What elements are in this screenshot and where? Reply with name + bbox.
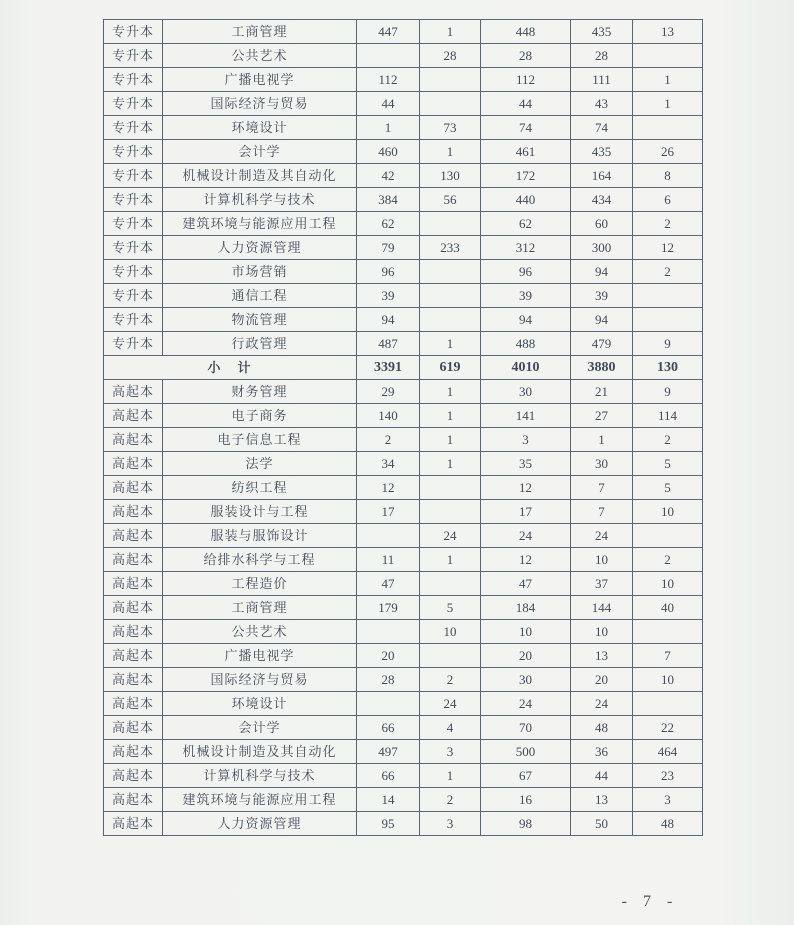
value-cell: 95 [357,812,420,836]
value-cell: 34 [357,452,420,476]
value-cell: 10 [420,620,481,644]
level-cell: 高起本 [104,692,163,716]
major-cell: 财务管理 [163,380,357,404]
value-cell: 30 [481,668,571,692]
value-cell: 13 [571,644,633,668]
value-cell: 1 [420,380,481,404]
value-cell: 73 [420,116,481,140]
table-row [104,428,703,452]
value-cell [633,308,703,332]
value-cell: 10 [633,668,703,692]
value-cell: 94 [571,260,633,284]
value-cell: 2 [633,428,703,452]
value-cell: 36 [571,740,633,764]
level-cell: 高起本 [104,788,163,812]
value-cell [420,284,481,308]
major-cell: 法学 [163,452,357,476]
value-cell: 3 [420,740,481,764]
value-cell [420,500,481,524]
value-cell: 79 [357,236,420,260]
value-cell: 70 [481,716,571,740]
table-row [104,788,703,812]
value-cell: 62 [357,212,420,236]
value-cell [357,620,420,644]
value-cell: 448 [481,20,571,44]
major-cell: 广播电视学 [163,68,357,92]
value-cell: 30 [571,452,633,476]
value-cell: 21 [571,380,633,404]
major-cell: 广播电视学 [163,644,357,668]
value-cell: 9 [633,332,703,356]
major-cell: 纺织工程 [163,476,357,500]
value-cell: 39 [357,284,420,308]
value-cell: 111 [571,68,633,92]
major-cell: 国际经济与贸易 [163,92,357,116]
value-cell [633,692,703,716]
value-cell: 1 [420,452,481,476]
value-cell: 24 [571,524,633,548]
value-cell: 434 [571,188,633,212]
level-cell: 专升本 [104,332,163,356]
value-cell [420,572,481,596]
value-cell: 47 [481,572,571,596]
major-cell: 电子商务 [163,404,357,428]
value-cell: 10 [481,620,571,644]
level-cell: 专升本 [104,284,163,308]
value-cell: 2 [357,428,420,452]
value-cell: 4 [420,716,481,740]
table-row [104,284,703,308]
table-row [104,476,703,500]
level-cell: 高起本 [104,764,163,788]
table-row [104,236,703,260]
value-cell: 479 [571,332,633,356]
value-cell: 460 [357,140,420,164]
level-cell: 专升本 [104,68,163,92]
major-cell: 电子信息工程 [163,428,357,452]
value-cell: 1 [420,764,481,788]
value-cell: 56 [420,188,481,212]
value-cell: 74 [481,116,571,140]
value-cell: 28 [357,668,420,692]
table-row [104,164,703,188]
major-cell: 环境设计 [163,116,357,140]
value-cell: 20 [481,644,571,668]
value-cell: 114 [633,404,703,428]
level-cell: 高起本 [104,548,163,572]
value-cell: 13 [633,20,703,44]
value-cell [633,284,703,308]
value-cell [420,212,481,236]
value-cell: 50 [571,812,633,836]
table-row [104,644,703,668]
value-cell: 67 [481,764,571,788]
value-cell: 23 [633,764,703,788]
value-cell: 384 [357,188,420,212]
value-cell: 5 [420,596,481,620]
value-cell: 10 [633,500,703,524]
value-cell: 6 [633,188,703,212]
major-cell: 物流管理 [163,308,357,332]
level-cell: 高起本 [104,380,163,404]
value-cell: 2 [633,548,703,572]
value-cell: 7 [571,500,633,524]
value-cell [357,44,420,68]
major-cell: 机械设计制造及其自动化 [163,740,357,764]
value-cell: 66 [357,764,420,788]
value-cell: 164 [571,164,633,188]
level-cell: 专升本 [104,164,163,188]
value-cell: 3 [420,812,481,836]
table-row [104,500,703,524]
value-cell: 94 [481,308,571,332]
major-cell: 国际经济与贸易 [163,668,357,692]
level-cell: 高起本 [104,476,163,500]
value-cell: 487 [357,332,420,356]
value-cell: 48 [571,716,633,740]
value-cell: 8 [633,164,703,188]
table-row [104,764,703,788]
value-cell: 60 [571,212,633,236]
table-row [104,524,703,548]
major-cell: 计算机科学与技术 [163,764,357,788]
table-row [104,116,703,140]
value-cell: 96 [481,260,571,284]
level-cell: 专升本 [104,236,163,260]
value-cell: 1 [420,428,481,452]
value-cell: 233 [420,236,481,260]
value-cell [420,68,481,92]
value-cell [357,524,420,548]
value-cell: 28 [420,44,481,68]
value-cell: 26 [633,140,703,164]
value-cell: 112 [481,68,571,92]
table-row [104,548,703,572]
value-cell: 500 [481,740,571,764]
value-cell: 14 [357,788,420,812]
value-cell: 98 [481,812,571,836]
value-cell: 447 [357,20,420,44]
value-cell: 37 [571,572,633,596]
level-cell: 专升本 [104,44,163,68]
table-row [104,452,703,476]
value-cell: 12 [481,476,571,500]
value-cell: 3 [481,428,571,452]
table-row [104,260,703,284]
page-number: - 7 - [621,893,679,910]
value-cell: 2 [633,260,703,284]
level-cell: 专升本 [104,260,163,284]
level-cell: 高起本 [104,812,163,836]
value-cell: 2 [420,788,481,812]
level-cell: 专升本 [104,308,163,332]
table-row [104,812,703,836]
value-cell: 74 [571,116,633,140]
enrollment-table-body [104,20,703,836]
level-cell: 高起本 [104,500,163,524]
value-cell: 17 [357,500,420,524]
value-cell: 1 [633,92,703,116]
value-cell: 435 [571,20,633,44]
value-cell: 1 [420,548,481,572]
major-cell: 服装设计与工程 [163,500,357,524]
subtotal-row [104,356,703,380]
value-cell: 17 [481,500,571,524]
level-cell: 专升本 [104,116,163,140]
value-cell: 28 [571,44,633,68]
value-cell: 1 [420,20,481,44]
table-row [104,20,703,44]
table-row [104,332,703,356]
enrollment-table [103,19,703,836]
table-row [104,140,703,164]
value-cell: 9 [633,380,703,404]
value-cell: 44 [357,92,420,116]
major-cell: 行政管理 [163,332,357,356]
value-cell: 20 [357,644,420,668]
value-cell [633,620,703,644]
subtotal-label-cell: 小 计 [104,356,357,380]
table-row [104,68,703,92]
value-cell: 141 [481,404,571,428]
value-cell: 94 [571,308,633,332]
value-cell: 43 [571,92,633,116]
table-row [104,188,703,212]
value-cell: 184 [481,596,571,620]
major-cell: 机械设计制造及其自动化 [163,164,357,188]
level-cell: 专升本 [104,212,163,236]
value-cell: 300 [571,236,633,260]
major-cell: 工商管理 [163,596,357,620]
table-row [104,668,703,692]
value-cell: 66 [357,716,420,740]
value-cell: 24 [571,692,633,716]
table-row [104,212,703,236]
table-row [104,716,703,740]
value-cell: 5 [633,476,703,500]
major-cell: 公共艺术 [163,44,357,68]
level-cell: 高起本 [104,596,163,620]
value-cell: 144 [571,596,633,620]
value-cell: 24 [420,524,481,548]
value-cell: 11 [357,548,420,572]
value-cell: 10 [571,548,633,572]
table-row [104,380,703,404]
value-cell [633,524,703,548]
value-cell: 312 [481,236,571,260]
value-cell: 29 [357,380,420,404]
value-cell: 13 [571,788,633,812]
value-cell: 461 [481,140,571,164]
value-cell: 1 [420,404,481,428]
value-cell: 440 [481,188,571,212]
major-cell: 工程造价 [163,572,357,596]
value-cell: 35 [481,452,571,476]
value-cell: 44 [481,92,571,116]
value-cell: 20 [571,668,633,692]
value-cell: 22 [633,716,703,740]
value-cell: 16 [481,788,571,812]
value-cell [633,44,703,68]
value-cell [420,92,481,116]
major-cell: 建筑环境与能源应用工程 [163,788,357,812]
value-cell: 12 [481,548,571,572]
value-cell: 1 [420,140,481,164]
level-cell: 高起本 [104,716,163,740]
value-cell: 619 [420,356,481,380]
value-cell: 1 [357,116,420,140]
value-cell: 2 [633,212,703,236]
major-cell: 计算机科学与技术 [163,188,357,212]
value-cell: 47 [357,572,420,596]
value-cell: 140 [357,404,420,428]
value-cell: 12 [633,236,703,260]
table-row [104,92,703,116]
level-cell: 高起本 [104,572,163,596]
major-cell: 公共艺术 [163,620,357,644]
value-cell: 10 [633,572,703,596]
value-cell [420,644,481,668]
value-cell: 112 [357,68,420,92]
value-cell: 94 [357,308,420,332]
major-cell: 建筑环境与能源应用工程 [163,212,357,236]
value-cell: 2 [420,668,481,692]
value-cell: 42 [357,164,420,188]
value-cell [420,308,481,332]
value-cell: 435 [571,140,633,164]
value-cell [420,260,481,284]
value-cell: 3391 [357,356,420,380]
value-cell: 24 [481,524,571,548]
value-cell: 3880 [571,356,633,380]
value-cell: 464 [633,740,703,764]
major-cell: 人力资源管理 [163,812,357,836]
level-cell: 专升本 [104,188,163,212]
value-cell: 1 [633,68,703,92]
level-cell: 高起本 [104,404,163,428]
level-cell: 高起本 [104,452,163,476]
value-cell: 4010 [481,356,571,380]
value-cell: 3 [633,788,703,812]
table-row [104,692,703,716]
level-cell: 专升本 [104,20,163,44]
value-cell: 62 [481,212,571,236]
major-cell: 环境设计 [163,692,357,716]
level-cell: 高起本 [104,620,163,644]
table-row [104,572,703,596]
value-cell [633,116,703,140]
value-cell: 10 [571,620,633,644]
table-row [104,308,703,332]
value-cell: 130 [633,356,703,380]
level-cell: 专升本 [104,92,163,116]
value-cell: 7 [633,644,703,668]
major-cell: 市场营销 [163,260,357,284]
value-cell: 497 [357,740,420,764]
table-row [104,620,703,644]
value-cell: 1 [571,428,633,452]
value-cell: 7 [571,476,633,500]
value-cell [357,692,420,716]
major-cell: 通信工程 [163,284,357,308]
value-cell: 179 [357,596,420,620]
value-cell [420,476,481,500]
table-row [104,740,703,764]
level-cell: 高起本 [104,668,163,692]
table-row [104,44,703,68]
value-cell: 1 [420,332,481,356]
major-cell: 会计学 [163,140,357,164]
value-cell: 24 [420,692,481,716]
value-cell: 28 [481,44,571,68]
major-cell: 工商管理 [163,20,357,44]
value-cell: 27 [571,404,633,428]
major-cell: 人力资源管理 [163,236,357,260]
value-cell: 130 [420,164,481,188]
value-cell: 44 [571,764,633,788]
value-cell: 172 [481,164,571,188]
table-row [104,596,703,620]
table-row [104,404,703,428]
major-cell: 服装与服饰设计 [163,524,357,548]
value-cell: 12 [357,476,420,500]
major-cell: 会计学 [163,716,357,740]
major-cell: 给排水科学与工程 [163,548,357,572]
level-cell: 高起本 [104,740,163,764]
value-cell: 5 [633,452,703,476]
value-cell: 48 [633,812,703,836]
value-cell: 30 [481,380,571,404]
value-cell: 39 [571,284,633,308]
value-cell: 488 [481,332,571,356]
value-cell: 96 [357,260,420,284]
value-cell: 39 [481,284,571,308]
value-cell: 24 [481,692,571,716]
value-cell: 40 [633,596,703,620]
level-cell: 高起本 [104,428,163,452]
level-cell: 专升本 [104,140,163,164]
level-cell: 高起本 [104,524,163,548]
level-cell: 高起本 [104,644,163,668]
